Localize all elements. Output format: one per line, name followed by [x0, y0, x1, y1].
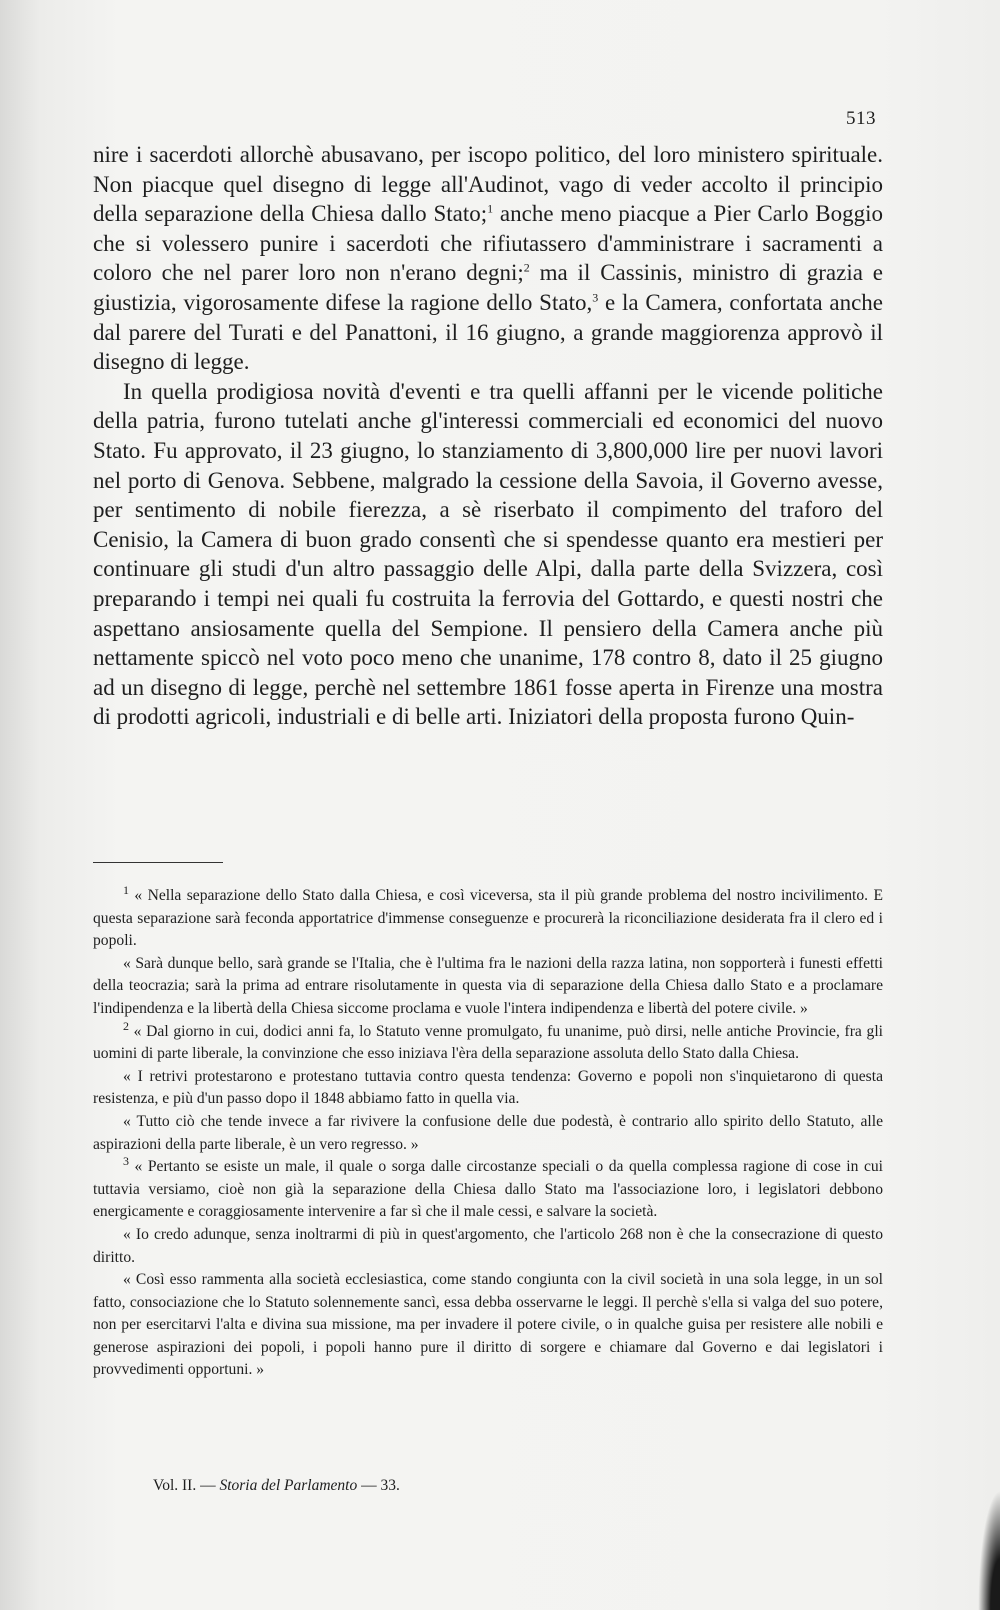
main-text	[93, 140, 883, 732]
footnote-3-continued-a: « Io credo adunque, senza inoltrarmi di più in quest'argomento, che l'articolo 268 non è che la consecrazione di questo diritto.	[93, 1225, 883, 1266]
footnote-3-text: « Pertanto se esiste un male, il quale o sorga dalle circostanze speciali o da quella complessa ragione di cose in cui tuttavia versiamo, cioè non già la separazione della Chiesa dallo Stato ma l'associazione loro, i legislatori debbono energicamente e coraggiosamente intervenire a far sì che il male cessi, e salvare la società.	[93, 1158, 883, 1221]
footnote-2	[93, 1018, 883, 1066]
footnote-1	[93, 882, 883, 953]
footnotes	[93, 882, 883, 1382]
paragraph-1-part-c: ma il Cassinis, ministro di grazia e giustizia, vigorosamente difese la ragione dello Stato,	[93, 260, 883, 315]
footnote-ref-3: 3	[592, 290, 599, 305]
paragraph-1-part-a: nire i sacerdoti allorchè abusavano, per iscopo politico, del loro ministero spirituale. Non piacque quel disegno di legge all'Audinot, vago di veder accolto il principio della separazione della Chiesa dallo Stato;	[93, 142, 883, 227]
footnote-divider	[93, 862, 223, 863]
footer-signature: — 33.	[357, 1477, 400, 1494]
footnote-1-text: « Nella separazione dello Stato dalla Chiesa, e così viceversa, sta il più grande problema del nostro incivilimento. E questa separazione sarà feconda apportatrice d'immense conseguenze e procurerà la riconciliazione desiderata fra il clero ed i popoli.	[93, 887, 883, 950]
footnote-2-text: « Dal giorno in cui, dodici anni fa, lo Statuto venne promulgato, fu unanime, può dirsi, nelle antiche Provincie, fra gli uomini di parte liberale, la convinzione che esso iniziava l'èra della separazione assoluta dello Stato dalla Chiesa.	[93, 1022, 883, 1063]
footer-title: Storia del Parlamento	[219, 1477, 358, 1494]
page-footer	[153, 1477, 400, 1495]
footnote-3-continued-b: « Così esso rammenta alla società ecclesiastica, come stando congiunta con la civil società in una sola legge, in un sol fatto, consociazione che lo Statuto solennemente sancì, essa debba osservarne le leggi. Il perchè s'ella si valga del suo potere, non per esercitarvi l'alta e divina sua missione, ma per invadere il potere civile, o in qualche guisa per resistere alle nobili e generose aspirazioni dei popoli, i popoli hanno pure il diritto di sorgere e chiamare dal Governo e dai legislatori i provvedimenti opportuni. »	[93, 1271, 883, 1379]
footnote-1-continued: « Sarà dunque bello, sarà grande se l'Italia, che è l'ultima fra le nazioni della razza latina, non sopporterà i funesti effetti della teocrazia; sarà la prima ad entrare risolutamente in questa via di separazione della Chiesa dallo Stato e a proclamare l'indipendenza e la libertà della Chiesa siccome proclama e vuole l'intera indipendenza e libertà del potere civile. »	[93, 954, 883, 1017]
paragraph-1-part-b: anche meno piacque a Pier Carlo Boggio che si volessero punire i sacerdoti che rifiutassero d'amministrare i sacramenti a coloro che nel parer loro non n'erano degni;	[93, 201, 883, 286]
footnote-2-mark: 2	[123, 1018, 129, 1033]
footnote-3-mark: 3	[123, 1153, 129, 1168]
page-number: 513	[846, 108, 876, 129]
footnote-2-continued-b: « Tutto ciò che tende invece a far rivivere la confusione delle due podestà, è contrario allo spirito dello Statuto, alle aspirazioni della parte liberale, è un vero regresso. »	[93, 1112, 883, 1153]
footer-volume: Vol. II. —	[153, 1477, 220, 1494]
footnote-ref-1: 1	[487, 201, 494, 216]
paragraph-1-part-d: e la Camera, confortata anche dal parere del Turati e del Panattoni, il 16 giugno, a grande maggiorenza approvò il disegno di legge.	[93, 289, 883, 375]
page-corner-shadow	[978, 1490, 1000, 1610]
footnote-2-continued-a: « I retrivi protestarono e protestano tuttavia contro questa tendenza: Governo e popoli non s'inquietarono di questa resistenza, e più d'un passo dopo il 1848 abbiamo fatto in quella via.	[93, 1067, 883, 1108]
paragraph-2: In quella prodigiosa novità d'eventi e tra quelli affanni per le vicende politiche della patria, furono tutelati anche gl'interessi commerciali ed economici del nuovo Stato. Fu approvato, il 23 giugno, lo stanziamento di 3,800,000 lire per nuovi lavori nel porto di Genova. Sebbene, malgrado la cessione della Savoia, il Governo avesse, per sentimento di nobile fierezza, a sè riserbato il compimento del traforo del Cenisio, la Camera di buon grado consentì che si spendesse quanto era mestieri per continuare gli studi d'un altro passaggio delle Alpi, dalla parte della Svizzera, così preparando i tempi nei quali fu costruita la ferrovia del Gottardo, e questi nostri che aspettano ansiosamente quella del Sempione. Il pensiero della Camera anche più nettamente spiccò nel voto poco meno che unanime, 178 contro 8, dato il 25 giugno ad un disegno di legge, perchè nel settembre 1861 fosse aperta in Firenze una mostra di prodotti agricoli, industriali e di belle arti. Iniziatori della proposta furono Quin-	[93, 378, 883, 730]
footnote-3	[93, 1153, 883, 1224]
footnote-ref-2: 2	[523, 260, 530, 275]
paragraph-1	[93, 140, 883, 377]
footnote-1-mark: 1	[123, 882, 129, 897]
